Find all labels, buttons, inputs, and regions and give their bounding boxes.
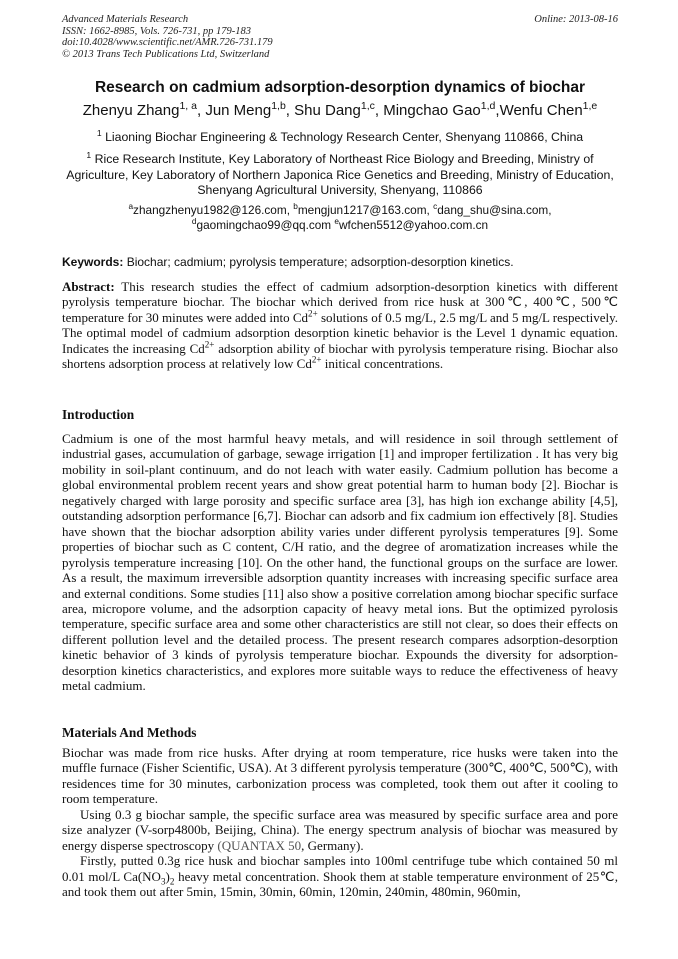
email-address: wfchen5512@yahoo.com.cn xyxy=(339,217,489,232)
doi-line: doi:10.4028/www.scientific.net/AMR.726-731.179 xyxy=(62,37,273,49)
methods-heading: Materials And Methods xyxy=(62,725,197,740)
author-name: Zhenyu Zhang xyxy=(82,102,180,119)
author-superscript: 1,e xyxy=(582,100,598,112)
affiliation-text: Rice Research Institute, Key Laboratory of Northeast Rice Biology and Breeding, Ministry of Agriculture, Key Laboratory of Northern Japonica Rice Genetics and Breeding, Ministry of Education, Shenyang Agricultural University, Shenyang, 110866 xyxy=(66,152,614,197)
paper-title: Research on cadmium adsorption-desorption dynamics of biochar xyxy=(94,79,586,96)
ion-charge: 2+ xyxy=(308,308,318,319)
ion-charge: 2+ xyxy=(311,354,322,365)
author-superscript: 1, a xyxy=(179,100,197,112)
email-address: zhangzhenyu1982@126.com, xyxy=(133,203,294,217)
introduction-heading: Introduction xyxy=(62,407,135,422)
methods-text: , Germany). xyxy=(301,837,364,853)
author-superscript: 1,d xyxy=(480,100,496,112)
methods-text: heavy metal concentration. Shook them at stable temperature environment of 25℃, and took them out after 5min, 15min, 30min, 60min, 120min, 240min, 480min, 960min, xyxy=(62,868,619,900)
abstract-text: initical concentrations. xyxy=(321,356,444,372)
keywords-label: Keywords: xyxy=(62,255,124,269)
author-name: Wenfu Chen xyxy=(499,102,583,119)
journal-name: Advanced Materials Research xyxy=(62,14,189,25)
ion-charge: 2+ xyxy=(204,339,215,350)
affiliation-superscript: 1 xyxy=(96,127,102,138)
methods-paragraph xyxy=(62,853,618,899)
author-name: Jun Meng xyxy=(205,102,272,119)
affiliation-superscript: 1 xyxy=(86,149,92,160)
author-name: Shu Dang xyxy=(294,102,361,119)
affiliation-text: Liaoning Biochar Engineering & Technology Research Center, Shenyang 110866, China xyxy=(105,130,584,144)
methods-paragraph xyxy=(62,807,618,853)
journal-metadata xyxy=(62,14,618,60)
copyright-line: © 2013 Trans Tech Publications Ltd, Switzerland xyxy=(62,48,270,60)
abstract-label: Abstract: xyxy=(62,279,115,294)
abstract xyxy=(62,279,618,372)
author-name: Mingchao Gao xyxy=(383,102,481,119)
keywords xyxy=(62,255,618,269)
email-superscript: e xyxy=(334,216,340,226)
methods-text: ) xyxy=(165,868,170,884)
instrument-name: (QUANTAX 50 xyxy=(217,837,302,853)
email-address: dang_shu@sina.com, xyxy=(437,203,552,217)
methods-paragraph: Biochar was made from rice husks. After drying at room temperature, rice husks were taken into the muffle furnace (Fisher Scientific, USA). At 3 different pyrolysis temperature (300℃, 400℃, 500℃), with residences time for 30 minutes, carbonization process was completed, took them out after it cooling to room temperature. xyxy=(62,745,618,807)
email-superscript: c xyxy=(433,202,438,212)
email-list xyxy=(70,203,610,232)
email-address: gaomingchao99@qq.com xyxy=(196,217,335,232)
methods-text: Using 0.3 g biochar sample, the specific surface area was measured by specific surface area and pore size analyzer (V-sorp4800b, Beijing, China). The energy spectrum analysis of biochar was measured by energy disperse spectroscopy xyxy=(62,806,618,853)
email-superscript: b xyxy=(293,202,298,212)
author-superscript: 1,b xyxy=(271,100,286,112)
methods-text: Firstly, putted 0.3g rice husk and biochar samples into 100ml centrifuge tube which contained 50 ml 0.01 mol/L Ca(NO xyxy=(62,853,618,884)
affiliation xyxy=(60,149,620,199)
abstract-text: solutions of 0.5 mg/L, 2.5 mg/L and 5 mg/L respectively. The optimal model of cadmium adsorption desorption kinetic behavior is the Level 1 dynamic equation. Indicates the increasing Cd xyxy=(62,309,618,356)
introduction-body: Cadmium is one of the most harmful heavy metals, and will residence in soil through settlement of industrial gases, accumulation of garbage, sewage irrigation [1] and improper fertilization . It has very big mobility in soil-plant continuum, and do not leach with water easily. Cadmium pollution has become a global environmental problem recent years and show great potential harm to human body [2]. Biochar is negatively charged with large porosity and specific surface area [3], has high ion exchange ability [4,5], outstanding adsorption performance [6,7]. Biochar can adsorb and fix cadmium ion effectively [8]. Studies have shown that the biochar adsorption ability varies under different pyrolysis temperatures [9]. Some properties of biochar such as C content, C/H ratio, and the degree of aromatization increases while the pyrolysis temperature increasing [10]. On the other hand, the functional groups on the surface are lower. As a result, the maximum irreversible adsorption quantity increases with increasing specific surface area and external conditions. Some studies [11] also show a positive correlation among biochar specific surface area, micropore volume, and the adsorption capacity of heavy metal ions. But the optimized pyrolosis temperature, specific surface area and some other characteristics are still not clear, so does their effects on different pollution level and the detailed process. The present research compares adsorption-desorption kinetic behavior of 3 kinds of pyrolysis temperature biochar. Expounds the diversity for adsorption-desorption kinetics characteristics, and explores more suitable ways to reduce the effectiveness of heavy metal cadmium. xyxy=(62,431,618,694)
email-address: mengjun1217@163.com, xyxy=(297,203,434,217)
formula-subscript: 2 xyxy=(169,876,175,887)
keywords-text: Biochar; cadmium; pyrolysis temperature; adsorption-desorption kinetics. xyxy=(126,255,514,269)
abstract-text: This research studies the effect of cadmium adsorption-desorption kinetics with different pyrolysis temperature biochar. The biochar which derived from rice husk at 300℃, 400℃, 500℃ temperature for 30 minutes were added into Cd xyxy=(62,279,618,325)
issn-line: ISSN: 1662-8985, Vols. 726-731, pp 179-183 xyxy=(62,25,251,37)
author-superscript: 1,c xyxy=(360,100,375,112)
methods-body xyxy=(62,745,618,900)
abstract-text: adsorption ability of biochar with pyrolysis temperature rising. Biochar also shortens adsorption process at relatively low Cd xyxy=(62,340,618,372)
online-date: Online: 2013-08-16 xyxy=(534,14,618,25)
affiliation xyxy=(60,127,620,146)
email-superscript: a xyxy=(128,202,134,212)
formula-subscript: 3 xyxy=(160,876,166,887)
author-list: Zhenyu Zhang$^{1, a}$, Jun Meng$^{1,b}$, Shu Dang$^{1,c}$, Mingchao Gao$^{1,d}$,Wenfu Chen$^{1,e}$ xyxy=(82,100,598,119)
email-superscript: d xyxy=(191,216,197,226)
